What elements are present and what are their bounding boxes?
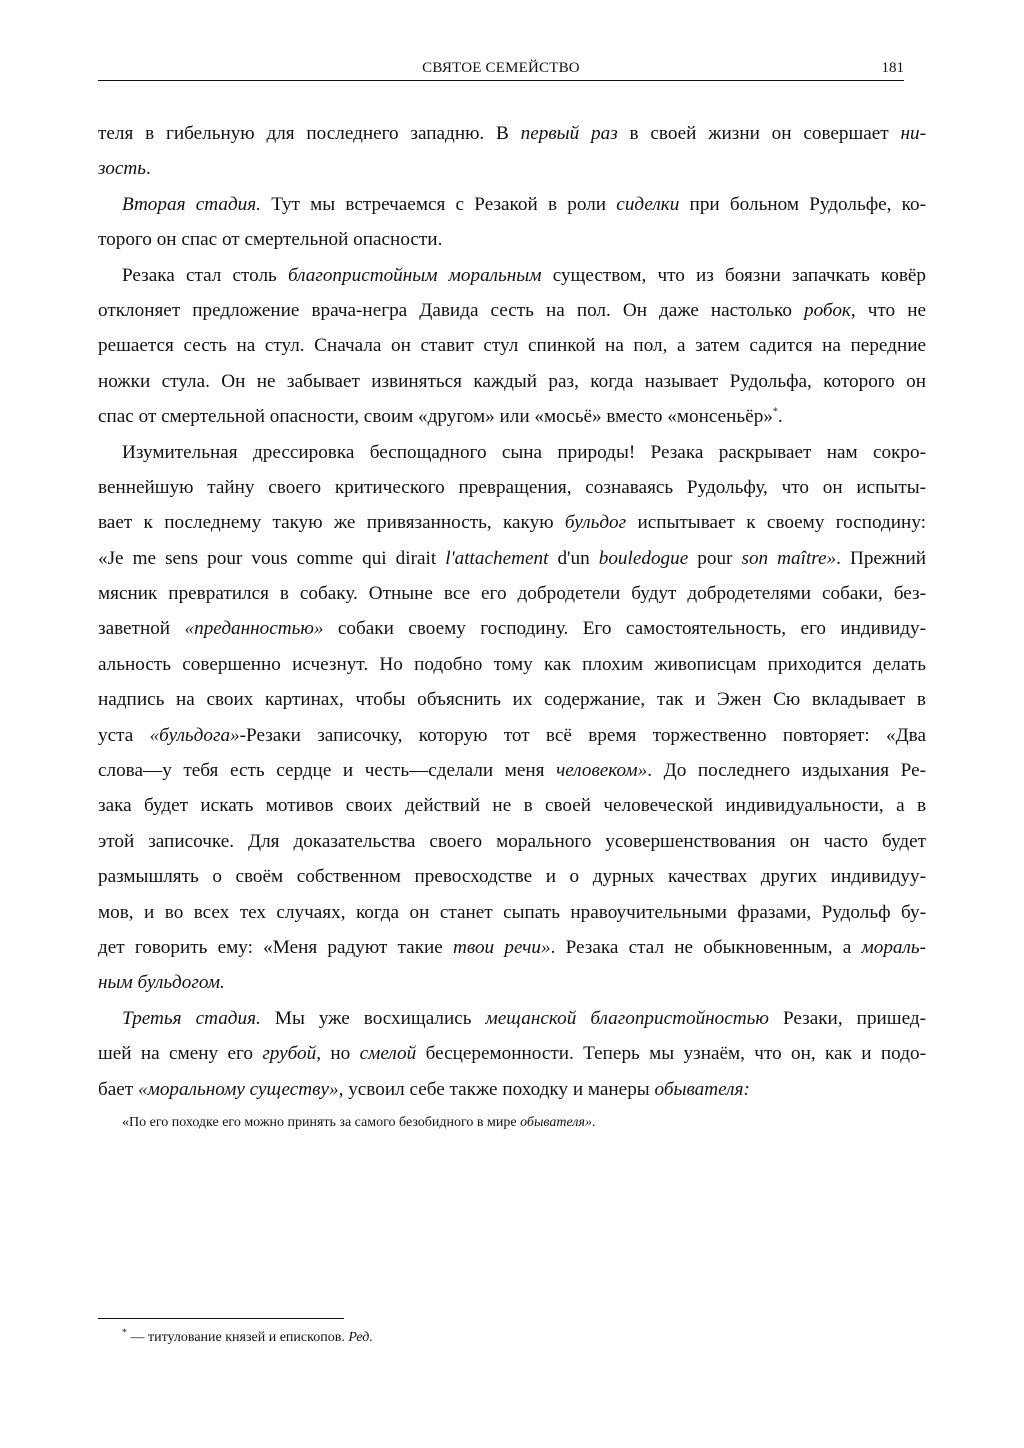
text-run: в своей жизни он совершает <box>617 123 901 144</box>
text-run: . <box>777 406 783 428</box>
text-line <box>98 1072 926 1107</box>
text-line <box>98 824 926 859</box>
text-line <box>98 151 926 186</box>
text-line <box>98 718 926 753</box>
emphasis: робок, <box>804 299 856 321</box>
running-head <box>98 56 904 81</box>
footnote-divider <box>98 1318 344 1319</box>
text-run: решается сесть на стул. Сначала он ставит стул спинкой на пол, а затем садится на передние <box>98 335 926 357</box>
body-text <box>98 116 926 1133</box>
text-run: ножки стула. Он не забывает извиняться каждый раз, когда называет Рудольфа, которого он <box>98 370 926 392</box>
text-run: . <box>145 158 151 180</box>
emphasis: ным бульдогом. <box>98 972 225 994</box>
running-head-title: СВЯТОЕ СЕМЕЙСТВО <box>422 60 580 76</box>
text-line <box>98 647 926 682</box>
page-number: 181 <box>881 60 904 76</box>
text-run: Тут мы встречаемся с Резакой в роли <box>260 193 617 215</box>
emphasis: «преданностью» <box>184 618 324 640</box>
text-run: -Резаки записочку, которую тот всё время торжественно повторяет: «Два <box>239 724 926 746</box>
text-line <box>98 222 926 257</box>
text-run: вает к последнему такую же привязанность, какую <box>98 512 565 534</box>
text-run: спас от смертельной опасности, своим «другом» или «мосьё» вместо «монсеньёр» <box>98 406 773 428</box>
text-run: веннейшую тайну своего критического превращения, сознаваясь Рудольфу, что он испыты- <box>98 476 926 498</box>
text-run: уста <box>98 724 150 746</box>
text-run: этой записочке. Для доказательства своего морального усовершенствования он часто будет <box>98 830 926 852</box>
text-line <box>98 859 926 894</box>
emphasis: зость <box>98 158 146 180</box>
text-run: pour <box>688 547 742 569</box>
emphasis: Вторая стадия. <box>122 193 261 215</box>
text-run: Резаки, пришед- <box>768 1007 926 1029</box>
text-line <box>98 435 926 470</box>
text-line <box>98 895 926 930</box>
paragraph <box>98 1001 926 1107</box>
text-run: усвоил себе также походку и манеры <box>343 1078 655 1100</box>
emphasis: бульдог <box>564 512 627 534</box>
text-line <box>98 1036 926 1071</box>
text-run: «По его походке его можно принять за самого безобидного в мире <box>122 1114 521 1130</box>
emphasis: «бульдога» <box>149 724 240 746</box>
emphasis: сиделки <box>616 193 680 215</box>
emphasis: «моральному существу», <box>137 1078 344 1100</box>
text-line <box>98 399 926 434</box>
text-run: теля в гибельную для последнего западню. В <box>98 123 521 144</box>
emphasis: мещанской благопристойностью <box>485 1007 769 1029</box>
emphasis: обывателя: <box>654 1078 750 1100</box>
emphasis: смелой <box>359 1043 417 1065</box>
emphasis: человеком» <box>556 760 648 782</box>
text-line <box>98 576 926 611</box>
footnote <box>122 1327 373 1346</box>
paragraph <box>98 116 926 187</box>
text-run: Мы уже восхищались <box>260 1007 486 1029</box>
text-run: . Резака стал не обыкновенным, а <box>550 936 862 958</box>
text-line <box>98 1001 926 1036</box>
emphasis: l'attachement <box>445 547 549 569</box>
text-run: мясник превратился в собаку. Отныне все его добродетели будут добродетелями собаки, без- <box>98 583 926 605</box>
text-run: Резака стал столь <box>122 264 288 286</box>
emphasis: твои речи» <box>453 936 551 958</box>
text-line <box>98 788 926 823</box>
text-run: испытывает к своему господину: <box>626 512 926 534</box>
paragraph <box>98 258 926 435</box>
text-run: при больном Рудольфе, ко- <box>679 193 926 215</box>
text-run: что не <box>855 299 926 321</box>
text-run: шей на смену его <box>98 1043 263 1065</box>
emphasis: первый раз <box>520 123 618 144</box>
text-run: бает <box>98 1078 138 1100</box>
text-run: альность совершенно исчезнут. Но подобно тому как плохим живописцам приходится делать <box>98 653 926 675</box>
text-run: торого он спас от смертельной опасности. <box>98 229 443 251</box>
text-run: существом, что из боязни запачкать ковёр <box>541 264 926 286</box>
text-run: зака будет искать мотивов своих действий не в своей человеческой индивидуальности, а в <box>98 795 926 817</box>
emphasis: благопристойным моральным <box>287 264 542 286</box>
footnote-editor-mark: Ред. <box>348 1330 373 1345</box>
text-line <box>98 753 926 788</box>
emphasis: Третья стадия. <box>122 1007 261 1029</box>
footnote-ref: * <box>772 406 778 418</box>
text-run: размышлять о своём собственном превосходстве и о дурных качествах других индивидуу- <box>98 866 926 888</box>
emphasis: обывателя» <box>520 1114 593 1130</box>
text-run: слова—у тебя есть сердце и честь—сделали меня <box>98 760 557 782</box>
text-run: «Je me sens pour vous comme qui dirait <box>98 547 446 569</box>
block-quote <box>98 1113 926 1133</box>
footnote-marker: * <box>122 1327 127 1339</box>
footnote-text: — титулование князей и епископов. <box>127 1330 349 1345</box>
text-line <box>98 328 926 363</box>
emphasis: грубой, <box>262 1043 322 1065</box>
text-run: отклоняет предложение врача-негра Давида сесть на пол. Он даже настолько <box>98 299 804 321</box>
text-line <box>98 930 926 965</box>
text-run: дет говорить ему: «Меня радуют такие <box>98 936 454 958</box>
paragraph <box>98 435 926 1001</box>
text-run: . Прежний <box>836 547 927 569</box>
text-line <box>98 187 926 222</box>
emphasis: bouledogue <box>598 547 689 569</box>
text-run: бесцеремонности. Теперь мы узнаём, что он, как и подо- <box>416 1043 926 1065</box>
text-run: . <box>592 1114 596 1130</box>
text-run: d'un <box>548 547 599 569</box>
text-line <box>98 682 926 717</box>
text-line <box>98 965 926 1000</box>
emphasis: son maître» <box>741 547 837 569</box>
text-line <box>98 505 926 540</box>
text-line <box>98 541 926 576</box>
paragraph <box>98 187 926 258</box>
emphasis: мораль- <box>861 936 926 958</box>
text-line <box>98 611 926 646</box>
text-line <box>98 293 926 328</box>
text-run: собаки своему господину. Его самостоятельность, его индивиду- <box>323 618 927 640</box>
text-line <box>98 364 926 399</box>
text-run: . До последнего издыхания Ре- <box>647 760 926 782</box>
text-line <box>98 116 926 151</box>
text-line <box>98 258 926 293</box>
text-run: Изумительная дрессировка беспощадного сына природы! Резака раскрывает нам сокро- <box>122 441 926 463</box>
emphasis: ни- <box>900 123 927 144</box>
text-run: надпись на своих картинах, чтобы объяснить их содержание, так и Эжен Сю вкладывает в <box>98 689 926 711</box>
text-run: мов, и во всех тех случаях, когда он станет сыпать нравоучительными фразами, Рудольф бу- <box>98 901 926 923</box>
text-run: но <box>321 1043 360 1065</box>
text-line <box>98 470 926 505</box>
text-run: заветной <box>98 618 185 640</box>
